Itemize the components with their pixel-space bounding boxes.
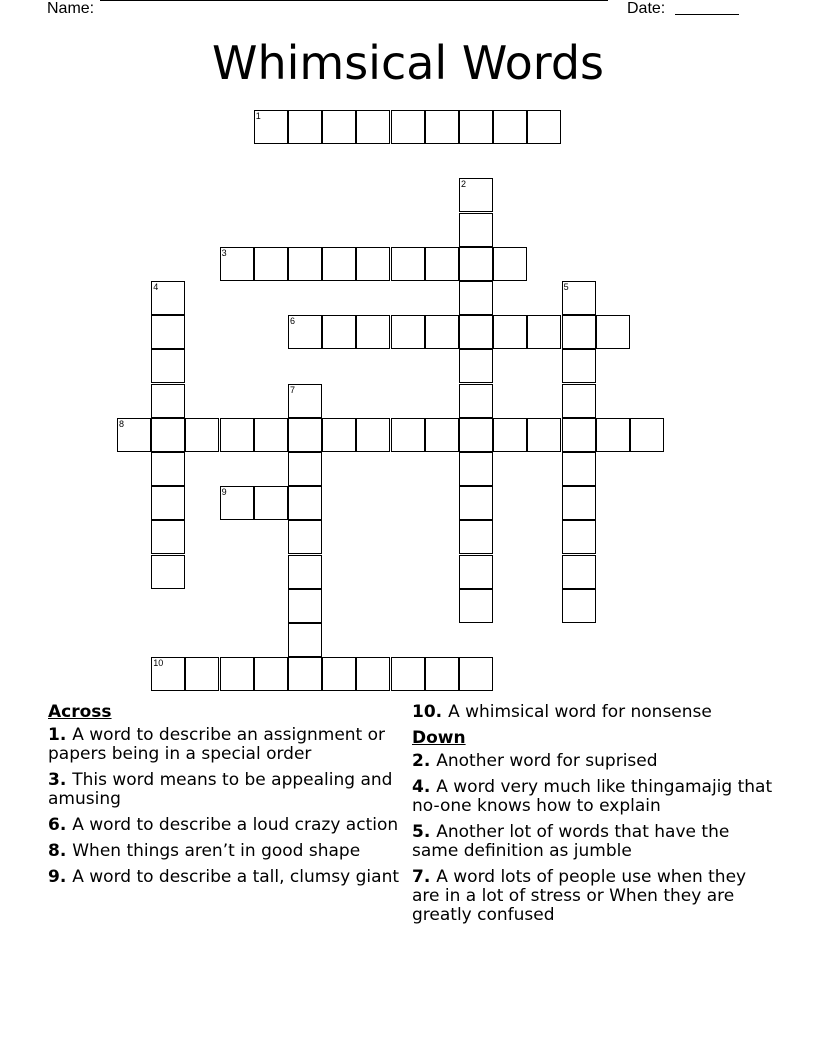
cell-number: 5 <box>563 282 569 292</box>
grid-cell[interactable] <box>151 555 185 589</box>
grid-cell[interactable] <box>288 247 322 281</box>
grid-cell[interactable] <box>391 418 425 452</box>
grid-cell[interactable] <box>254 418 288 452</box>
grid-cell[interactable] <box>459 110 493 144</box>
grid-cell[interactable] <box>117 418 151 452</box>
cell-number: 3 <box>221 247 227 258</box>
clue-across: 1 . A word to describe an assignment or papers being in a special order <box>48 726 410 764</box>
grid-cell[interactable] <box>459 555 493 589</box>
cell-number: 4 <box>153 282 159 292</box>
grid-cell[interactable] <box>596 418 630 452</box>
clue-down: 4 . A word very much like thingamajig that no-one knows how to explain <box>412 778 777 816</box>
grid-cell[interactable] <box>425 418 459 452</box>
clue-across: 6 . A word to describe a loud crazy action <box>48 816 410 835</box>
clue-down: 7 . A word lots of people use when they are in a lot of stress or When they are greatly confused <box>412 868 777 925</box>
grid-cell[interactable] <box>356 110 390 144</box>
grid-cell[interactable] <box>493 110 527 144</box>
grid-cell[interactable] <box>527 418 561 452</box>
grid-cell[interactable] <box>459 178 493 212</box>
grid-cell[interactable] <box>493 247 527 281</box>
grid-cell[interactable] <box>185 418 219 452</box>
grid-cell[interactable] <box>459 589 493 623</box>
grid-cell[interactable] <box>459 384 493 418</box>
grid-cell[interactable] <box>459 657 493 691</box>
grid-cell[interactable] <box>425 247 459 281</box>
name-label: Name: <box>47 0 95 17</box>
grid-cell[interactable] <box>459 520 493 554</box>
grid-cell[interactable] <box>254 110 288 144</box>
clues-left-column <box>48 703 410 894</box>
grid-cell[interactable] <box>151 349 185 383</box>
grid-cell[interactable] <box>425 110 459 144</box>
clues-right-column <box>412 703 777 932</box>
cell-number: 7 <box>290 384 296 395</box>
grid-cell[interactable] <box>356 418 390 452</box>
grid-cell[interactable] <box>322 418 356 452</box>
down-heading: Down <box>412 728 466 748</box>
grid-cell[interactable] <box>596 315 630 349</box>
grid-cell[interactable] <box>562 589 596 623</box>
date-label: Date: <box>627 0 666 17</box>
cell-number: 1 <box>255 111 261 121</box>
grid-cell[interactable] <box>288 589 322 623</box>
grid-cell[interactable] <box>220 657 254 691</box>
cell-number: 2 <box>461 179 467 190</box>
grid-cell[interactable] <box>151 657 185 691</box>
grid-cell[interactable] <box>459 452 493 486</box>
grid-cell[interactable] <box>151 452 185 486</box>
grid-cell[interactable] <box>288 384 322 418</box>
grid-cell[interactable] <box>254 657 288 691</box>
cell-number: 10 <box>153 658 164 669</box>
grid-cell[interactable] <box>527 315 561 349</box>
grid-cell[interactable] <box>322 315 356 349</box>
grid-cell[interactable] <box>425 657 459 691</box>
grid-cell[interactable] <box>562 281 596 315</box>
grid-cell[interactable] <box>288 657 322 691</box>
grid-cell[interactable] <box>459 349 493 383</box>
grid-cell[interactable] <box>459 486 493 520</box>
grid-cell[interactable] <box>288 486 322 520</box>
grid-cell[interactable] <box>391 247 425 281</box>
grid-cell[interactable] <box>562 384 596 418</box>
grid-cell[interactable] <box>493 418 527 452</box>
grid-cell[interactable] <box>527 110 561 144</box>
cell-number: 8 <box>119 418 125 429</box>
grid-cell[interactable] <box>288 452 322 486</box>
grid-cell[interactable] <box>562 520 596 554</box>
grid-cell[interactable] <box>493 315 527 349</box>
grid-cell[interactable] <box>288 418 322 452</box>
grid-cell[interactable] <box>151 418 185 452</box>
grid-cell[interactable] <box>630 418 664 452</box>
grid-cell[interactable] <box>254 247 288 281</box>
cell-number: 9 <box>221 487 227 498</box>
grid-cell[interactable] <box>151 520 185 554</box>
grid-cell[interactable] <box>356 315 390 349</box>
grid-cell[interactable] <box>562 315 596 349</box>
grid-cell[interactable] <box>562 486 596 520</box>
grid-cell[interactable] <box>459 247 493 281</box>
grid-cell[interactable] <box>220 247 254 281</box>
grid-cell[interactable] <box>322 657 356 691</box>
grid-cell[interactable] <box>459 281 493 315</box>
grid-cell[interactable] <box>220 486 254 520</box>
grid-cell[interactable] <box>288 623 322 657</box>
grid-cell[interactable] <box>391 110 425 144</box>
clue-across: 3 . This word means to be appealing and amusing <box>48 771 410 809</box>
grid-cell[interactable] <box>220 418 254 452</box>
grid-cell[interactable] <box>459 315 493 349</box>
grid-cell[interactable] <box>425 315 459 349</box>
grid-cell[interactable] <box>459 418 493 452</box>
grid-cell[interactable] <box>288 315 322 349</box>
grid-cell[interactable] <box>151 315 185 349</box>
grid-cell[interactable] <box>288 110 322 144</box>
grid-cell[interactable] <box>356 247 390 281</box>
grid-cell[interactable] <box>562 555 596 589</box>
grid-cell[interactable] <box>391 657 425 691</box>
grid-cell[interactable] <box>322 110 356 144</box>
clue-across: 9 . A word to describe a tall, clumsy giant <box>48 868 410 887</box>
cell-number: 6 <box>290 316 296 327</box>
grid-cell[interactable] <box>356 657 390 691</box>
grid-cell[interactable] <box>151 486 185 520</box>
grid-cell[interactable] <box>185 657 219 691</box>
grid-cell[interactable] <box>288 555 322 589</box>
grid-cell[interactable] <box>562 349 596 383</box>
grid-cell[interactable] <box>322 247 356 281</box>
grid-cell[interactable] <box>151 281 185 315</box>
clue-across: 10 . A whimsical word for nonsense <box>412 703 777 722</box>
grid-cell[interactable] <box>254 486 288 520</box>
grid-cell[interactable] <box>562 418 596 452</box>
clue-across: 8 . When things aren’t in good shape <box>48 842 410 861</box>
grid-cell[interactable] <box>391 315 425 349</box>
clue-down: 5 . Another lot of words that have the same definition as jumble <box>412 823 777 861</box>
clue-down: 2 . Another word for suprised <box>412 752 777 771</box>
across-heading: Across <box>48 702 112 722</box>
grid-cell[interactable] <box>151 384 185 418</box>
grid-cell[interactable] <box>459 213 493 247</box>
grid-cell[interactable] <box>562 452 596 486</box>
grid-cell[interactable] <box>288 520 322 554</box>
puzzle-title: Whimsical Words <box>211 36 605 90</box>
